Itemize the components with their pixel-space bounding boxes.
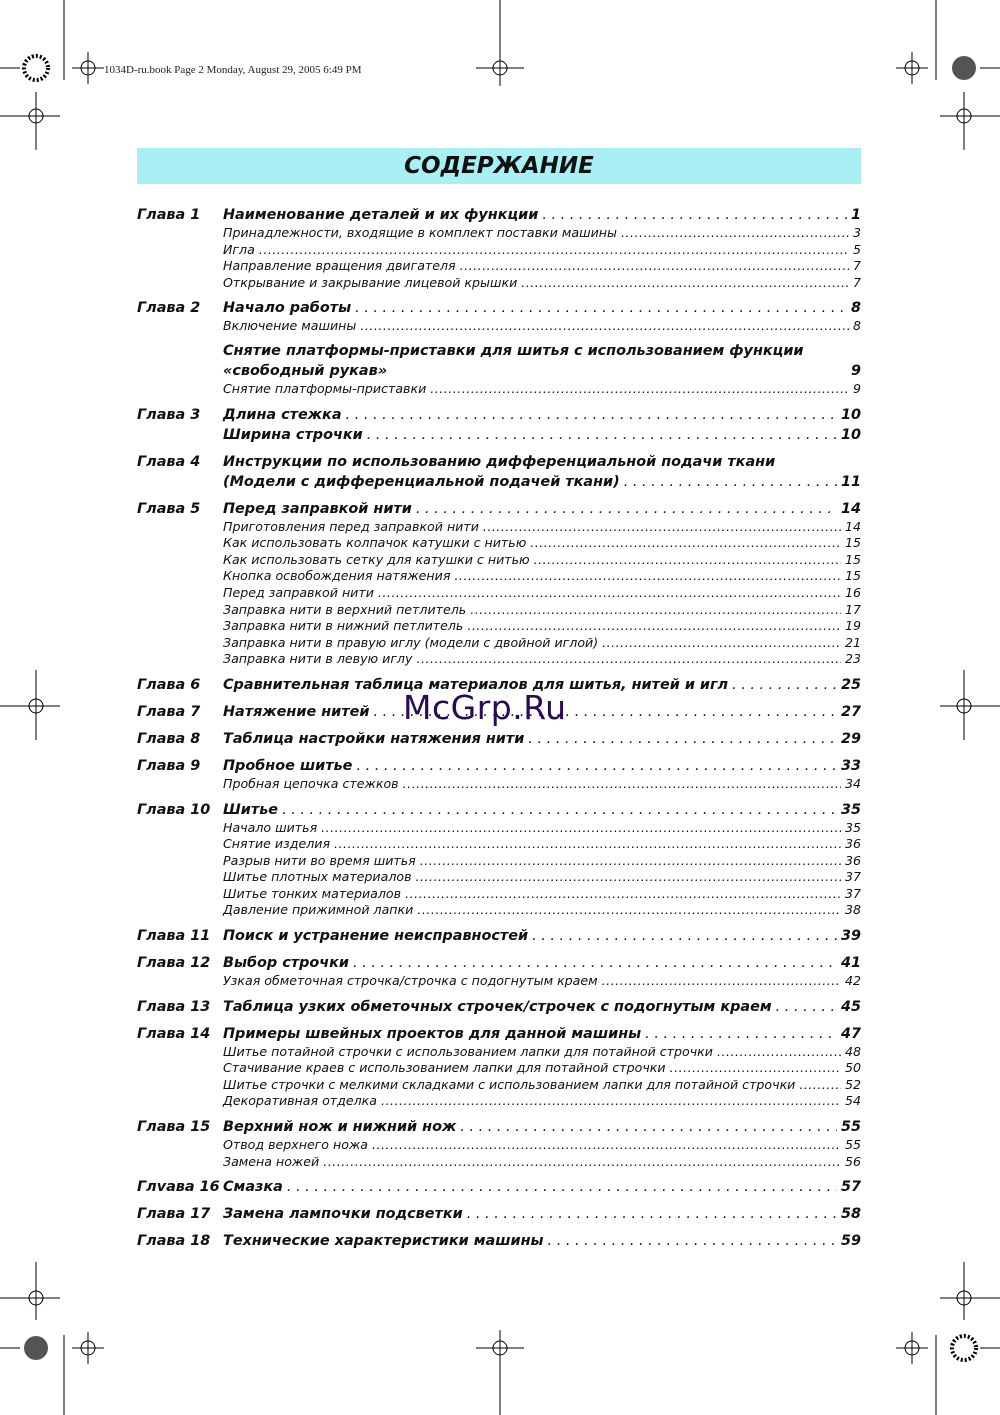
dot-leader xyxy=(467,618,841,635)
subsection-title: Шитье тонких материалов xyxy=(223,885,402,901)
subsection-title: Игла xyxy=(223,241,255,257)
subsection-row xyxy=(223,1060,861,1077)
chapter-entry xyxy=(137,205,861,291)
chapter-label: Глава 4 xyxy=(137,453,201,470)
chapter-heading-row xyxy=(223,205,861,225)
page-number: 29 xyxy=(840,730,861,747)
subsection-title: Приготовления перед заправкой нити xyxy=(223,518,479,534)
page-number: 23 xyxy=(844,651,861,667)
page-number: 10 xyxy=(840,426,861,443)
chapter-entry xyxy=(137,452,861,492)
chapter-title: Начало работы xyxy=(223,300,352,317)
chapter-title: Таблица настройки натяжения нити xyxy=(223,730,525,747)
subsection-row xyxy=(223,381,861,398)
chapter-title: Технические характеристики машины xyxy=(223,1233,544,1250)
page-number: 33 xyxy=(840,757,861,774)
chapter-title: Перед заправкой нити xyxy=(223,500,412,517)
chapter-title: Шитье xyxy=(223,801,279,818)
page-number: 16 xyxy=(844,584,861,600)
dot-leader xyxy=(360,318,849,335)
dot-leader xyxy=(416,499,837,519)
dot-leader xyxy=(528,729,837,749)
chapter-title: Пробное шитье xyxy=(223,757,353,774)
page-number: 15 xyxy=(844,551,861,567)
chapter-title: Поиск и устранение неисправностей xyxy=(223,928,529,945)
dot-leader xyxy=(405,886,841,903)
dot-leader xyxy=(621,225,849,242)
page-number: 37 xyxy=(844,885,861,901)
page-number: 3 xyxy=(852,225,861,240)
chapter-entry xyxy=(137,1177,861,1197)
dot-leader xyxy=(483,519,841,536)
chapter-heading-row xyxy=(223,1177,861,1197)
chapter-entry xyxy=(137,997,861,1017)
subsection-row xyxy=(223,1077,861,1094)
chapter-body xyxy=(223,405,861,445)
dot-leader xyxy=(420,853,841,870)
chapter-heading-row xyxy=(223,1024,861,1044)
dot-leader xyxy=(732,675,837,695)
chapter-heading-row xyxy=(223,1204,861,1224)
dot-leader xyxy=(530,535,841,552)
chapter-title: Смазка xyxy=(223,1179,283,1196)
chapter-label: Глава 1 xyxy=(137,207,201,223)
dot-leader xyxy=(321,820,841,837)
chapter-title: Длина стежка xyxy=(223,406,342,423)
subsection-row xyxy=(223,225,861,242)
chapter-title: Таблица узких обметочных строчек/строчек с подогнутым краем xyxy=(223,998,772,1015)
subsection-row xyxy=(223,853,861,870)
page-number: 11 xyxy=(840,473,861,490)
dot-leader xyxy=(624,472,837,492)
section-heading-row xyxy=(223,361,861,381)
subsection-title: Кнопка освобождения натяжения xyxy=(223,568,451,584)
chapter-label: Глава 15 xyxy=(137,1119,211,1136)
chapter-entry xyxy=(137,800,861,920)
chapter-entry xyxy=(137,1117,861,1170)
page-number: 42 xyxy=(844,973,861,989)
subsection-row xyxy=(223,886,861,903)
page-number: 17 xyxy=(844,601,861,617)
page-number: 48 xyxy=(844,1043,861,1059)
chapter-title-line: Инструкции по использованию дифференциальной подачи ткани xyxy=(223,453,776,470)
dot-leader xyxy=(356,756,837,776)
subsection-row xyxy=(223,776,861,793)
chapter-title: Сравнительная таблица материалов для шитья, нитей и игл xyxy=(223,676,729,693)
page-number: 38 xyxy=(844,902,861,918)
subsection-row xyxy=(223,318,861,335)
dot-leader xyxy=(670,1060,841,1077)
chapter-label: Глава 3 xyxy=(137,406,201,423)
subsection-title: Включение машины xyxy=(223,318,357,334)
chapter-body xyxy=(223,205,861,291)
chapter-label: Глава 6 xyxy=(137,676,201,693)
page-number: 7 xyxy=(852,258,861,274)
dot-leader xyxy=(602,635,841,652)
subsection-row xyxy=(223,1044,861,1061)
chapter-body xyxy=(223,499,861,668)
chapter-body xyxy=(223,1177,861,1197)
subsection-title: Шитье строчки с мелкими складками с использованием лапки для потайной строчки xyxy=(223,1076,796,1092)
dot-leader xyxy=(282,800,837,820)
subsection-row xyxy=(223,275,861,292)
dot-leader xyxy=(430,381,849,398)
page-number: 1 xyxy=(850,207,861,223)
subsection-row xyxy=(223,519,861,536)
chapter-heading-row xyxy=(223,729,861,749)
chapter-heading-row xyxy=(223,1117,861,1137)
chapter-label: Глvава 16 xyxy=(137,1179,220,1196)
dot-leader xyxy=(417,902,841,919)
page-number: 27 xyxy=(840,703,861,720)
page-number: 41 xyxy=(840,955,861,972)
chapter-label: Глава 8 xyxy=(137,730,201,747)
page-number: 50 xyxy=(844,1060,861,1076)
page-number: 59 xyxy=(840,1233,861,1250)
dot-leader xyxy=(378,585,841,602)
chapter-body xyxy=(223,1117,861,1170)
dot-leader xyxy=(259,242,849,259)
chapter-entry xyxy=(137,926,861,946)
chapter-entry xyxy=(137,756,861,793)
dot-leader xyxy=(602,973,841,990)
page-number: 55 xyxy=(844,1137,861,1153)
page-number: 57 xyxy=(840,1179,861,1196)
subsection-title: Стачивание краев с использованием лапки для потайной строчки xyxy=(223,1060,666,1076)
subsection-row xyxy=(223,836,861,853)
subsection-row xyxy=(223,242,861,259)
chapter-heading-row xyxy=(223,499,861,519)
chapter-title: Натяжение нитей xyxy=(223,703,370,720)
chapter-heading-row xyxy=(223,298,861,318)
dot-leader xyxy=(467,1204,837,1224)
subsection-row xyxy=(223,568,861,585)
page-number: 25 xyxy=(840,676,861,693)
chapter-body xyxy=(223,729,861,749)
chapter-body xyxy=(223,926,861,946)
print-header: 1034D-ru.book Page 2 Monday, August 29, 2005 6:49 PM xyxy=(104,64,362,76)
dot-leader xyxy=(542,205,847,225)
dot-leader xyxy=(460,1117,837,1137)
chapter-body xyxy=(223,756,861,793)
page-number: 5 xyxy=(852,241,861,257)
chapter-body xyxy=(223,1024,861,1110)
chapter-heading-row xyxy=(223,472,861,492)
subsection-row xyxy=(223,535,861,552)
page-number: 34 xyxy=(844,775,861,791)
chapter-entry xyxy=(137,1024,861,1110)
chapter-entry xyxy=(137,298,861,397)
chapter-entry xyxy=(137,729,861,749)
dot-leader xyxy=(346,405,837,425)
chapter-label: Глава 17 xyxy=(137,1206,211,1223)
chapter-title: Верхний нож и нижний нож xyxy=(223,1119,457,1136)
chapter-label: Глава 11 xyxy=(137,928,211,945)
page-number: 19 xyxy=(844,618,861,634)
subsection-row xyxy=(223,1093,861,1110)
subsection-title: Направление вращения двигателя xyxy=(223,258,456,274)
subsection-row xyxy=(223,651,861,668)
page-number: 8 xyxy=(850,300,861,317)
chapter-entry xyxy=(137,1204,861,1224)
chapter-heading-row xyxy=(223,926,861,946)
chapter-label: Глава 9 xyxy=(137,757,201,774)
dot-leader xyxy=(534,552,841,569)
subsection-row xyxy=(223,552,861,569)
dot-leader xyxy=(287,1177,837,1197)
chapter-title: Замена лампочки подсветки xyxy=(223,1206,463,1223)
subsection-title: Снятие платформы-приставки xyxy=(223,380,427,396)
chapter-title: Ширина строчки xyxy=(223,426,363,443)
chapter-body xyxy=(223,452,861,492)
dot-leader xyxy=(521,275,849,292)
subsection-title: Как использовать сетку для катушки с нитью xyxy=(223,551,530,567)
chapter-body xyxy=(223,997,861,1017)
subsection-row xyxy=(223,585,861,602)
subsection-title: Заправка нити в левую иглу xyxy=(223,651,413,667)
page-number: 9 xyxy=(852,380,861,396)
page-number: 56 xyxy=(844,1153,861,1169)
page-number: 36 xyxy=(844,836,861,852)
chapter-body xyxy=(223,800,861,920)
chapter-heading-row xyxy=(223,405,861,425)
subsection-title: Разрыв нити во время шитья xyxy=(223,852,416,868)
subsection-row xyxy=(223,602,861,619)
title-banner xyxy=(137,148,861,184)
subsection-title: Пробная цепочка стежков xyxy=(223,775,399,791)
subsection-row xyxy=(223,902,861,919)
dot-leader xyxy=(532,926,837,946)
subsection-title: Снятие изделия xyxy=(223,836,331,852)
subsection-title: Давление прижимной лапки xyxy=(223,902,414,918)
page-number: 58 xyxy=(840,1206,861,1223)
chapter-heading-row xyxy=(223,953,861,973)
table-of-contents xyxy=(137,205,861,1258)
dot-leader xyxy=(355,298,847,318)
chapter-title: (Модели с дифференциальной подачей ткани) xyxy=(223,473,620,490)
subsection-title: Узкая обметочная строчка/строчка с подогнутым краем xyxy=(223,973,598,989)
page-number: 9 xyxy=(850,362,861,379)
subsection-title: Как использовать колпачок катушки с нитью xyxy=(223,535,527,551)
chapter-label: Глава 12 xyxy=(137,955,211,972)
subsection-title: Декоративная отделка xyxy=(223,1093,377,1109)
dot-leader xyxy=(776,997,837,1017)
page-number: 54 xyxy=(844,1093,861,1109)
subsection-row xyxy=(223,1154,861,1171)
chapter-body xyxy=(223,953,861,990)
dot-leader xyxy=(372,1137,841,1154)
chapter-label: Глава 18 xyxy=(137,1233,211,1250)
chapter-heading-row xyxy=(223,800,861,820)
page-number: 10 xyxy=(840,406,861,423)
chapter-body xyxy=(223,1204,861,1224)
subsection-row xyxy=(223,820,861,837)
page-number: 36 xyxy=(844,852,861,868)
subsection-title: Замена ножей xyxy=(223,1153,320,1169)
subsection-title: Шитье плотных материалов xyxy=(223,869,412,885)
subsection-row xyxy=(223,1137,861,1154)
chapter-label: Глава 5 xyxy=(137,500,201,517)
subsection-row xyxy=(223,635,861,652)
subsection-title: Отвод верхнего ножа xyxy=(223,1137,369,1153)
dot-leader xyxy=(323,1154,841,1171)
dot-leader xyxy=(353,953,837,973)
page-number: 15 xyxy=(844,568,861,584)
page-number: 52 xyxy=(844,1076,861,1092)
chapter-entry xyxy=(137,1231,861,1251)
subsection-row xyxy=(223,869,861,886)
dot-leader xyxy=(416,869,841,886)
chapter-entry xyxy=(137,953,861,990)
dot-leader xyxy=(470,602,841,619)
subsection-title: Заправка нити в правую иглу (модели с двойной иглой) xyxy=(223,634,599,650)
subsection-title: Перед заправкой нити xyxy=(223,584,374,600)
dot-leader xyxy=(367,425,837,445)
page-number: 14 xyxy=(840,500,861,517)
chapter-label: Глава 10 xyxy=(137,801,211,818)
page-number: 15 xyxy=(844,535,861,551)
chapter-heading-row xyxy=(223,756,861,776)
chapter-title: Примеры швейных проектов для данной машины xyxy=(223,1025,642,1042)
chapter-label: Глава 14 xyxy=(137,1025,211,1042)
page-number: 21 xyxy=(844,634,861,650)
page-number: 47 xyxy=(840,1025,861,1042)
page-number: 7 xyxy=(852,274,861,290)
page-number: 45 xyxy=(840,998,861,1015)
page-number: 14 xyxy=(844,518,861,534)
subsection-title: Открывание и закрывание лицевой крышки xyxy=(223,274,518,290)
dot-leader xyxy=(416,651,841,668)
chapter-heading-row xyxy=(223,425,861,445)
dot-leader xyxy=(645,1024,837,1044)
dot-leader xyxy=(799,1077,841,1094)
page-number: 8 xyxy=(852,318,861,334)
page-number: 37 xyxy=(844,869,861,885)
section-title-line: Снятие платформы-приставки для шитья с использованием функции xyxy=(223,342,804,359)
subsection-row xyxy=(223,973,861,990)
chapter-body xyxy=(223,1231,861,1251)
chapter-heading-row xyxy=(223,1231,861,1251)
dot-leader xyxy=(403,776,841,793)
subsection-title: Шитье потайной строчки с использованием лапки для потайной строчки xyxy=(223,1043,713,1059)
subsection-row xyxy=(223,618,861,635)
page-title: СОДЕРЖАНИЕ xyxy=(404,153,594,179)
chapter-entry xyxy=(137,499,861,668)
dot-leader xyxy=(717,1044,841,1061)
page-number: 39 xyxy=(840,928,861,945)
dot-leader xyxy=(381,1093,841,1110)
dot-leader xyxy=(334,836,841,853)
chapter-heading-row xyxy=(223,997,861,1017)
dot-leader xyxy=(454,568,841,585)
chapter-label: Глава 2 xyxy=(137,300,201,317)
section-title: «свободный рукав» xyxy=(223,362,388,379)
dot-leader xyxy=(460,258,849,275)
subsection-title: Заправка нити в верхний петлитель xyxy=(223,601,467,617)
subsection-title: Заправка нити в нижний петлитель xyxy=(223,618,464,634)
watermark: McGrp.Ru xyxy=(403,688,567,727)
page-number: 35 xyxy=(840,801,861,818)
subsection-title: Принадлежности, входящие в комплект поставки машины xyxy=(223,225,617,240)
subsection-row xyxy=(223,258,861,275)
chapter-label: Глава 7 xyxy=(137,703,201,720)
dot-leader xyxy=(548,1231,837,1251)
chapter-body xyxy=(223,298,861,397)
chapter-title: Выбор строчки xyxy=(223,955,350,972)
page-number: 55 xyxy=(840,1119,861,1136)
chapter-label: Глава 13 xyxy=(137,998,211,1015)
chapter-title: Наименование деталей и их функции xyxy=(223,207,539,223)
page-number: 35 xyxy=(844,819,861,835)
subsection-title: Начало шитья xyxy=(223,819,318,835)
chapter-entry xyxy=(137,405,861,445)
